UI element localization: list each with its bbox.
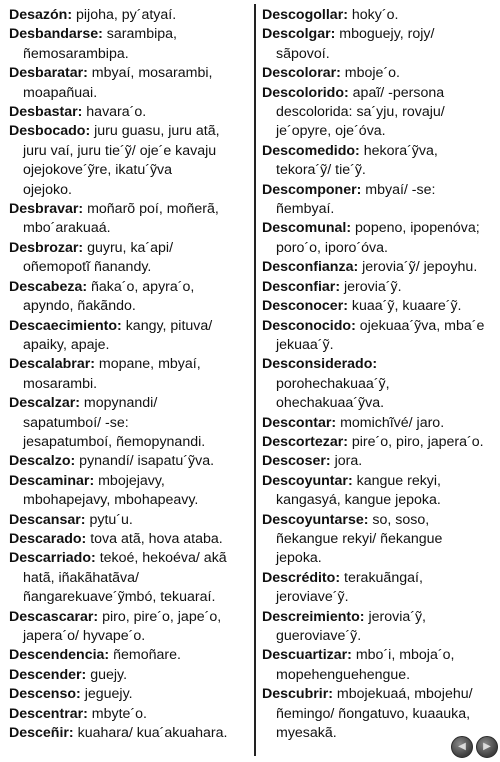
entry-headword: Descontar: bbox=[262, 414, 337, 431]
entry-continuation-line bbox=[262, 627, 496, 646]
entry-definition-text: moapañuai. bbox=[23, 84, 98, 101]
entry-first-line bbox=[262, 219, 496, 238]
dictionary-entry bbox=[262, 472, 496, 511]
entry-definition-text: kangue rekyi, bbox=[352, 472, 441, 489]
entry-first-line bbox=[262, 181, 496, 200]
dictionary-entry bbox=[9, 705, 249, 724]
entry-definition-text: ojejokove´ỹre, ikatu´ỹva bbox=[23, 162, 173, 179]
entry-headword: Descolgar: bbox=[262, 26, 336, 43]
entry-headword: Descascarar: bbox=[9, 608, 99, 625]
entry-continuation-line bbox=[262, 161, 496, 180]
entry-definition-text: kangy, pituva/ bbox=[121, 317, 213, 334]
entry-headword: Descender: bbox=[9, 666, 87, 683]
entry-definition-text: so, soso, bbox=[368, 511, 430, 528]
entry-definition-text: ñaka´o, apyra´o, bbox=[87, 278, 195, 295]
entry-continuation-line bbox=[262, 530, 496, 549]
entry-first-line bbox=[9, 724, 249, 743]
entry-continuation-line bbox=[9, 45, 249, 64]
entry-first-line bbox=[262, 355, 496, 374]
entry-definition-text: tekora´ỹ/ tie´ỹ. bbox=[276, 162, 366, 179]
entry-headword: Desconfianza: bbox=[262, 259, 359, 276]
entry-first-line bbox=[9, 530, 249, 549]
entry-definition-text: popeno, ipopenóva; bbox=[351, 220, 480, 237]
entry-definition-text: hekora´ỹva, bbox=[359, 142, 438, 159]
entry-definition-text: hoky´o. bbox=[347, 7, 399, 23]
dictionary-entry bbox=[262, 219, 496, 258]
entry-headword: Desbrozar: bbox=[9, 239, 84, 256]
dictionary-entry bbox=[9, 511, 249, 530]
dictionary-entry bbox=[9, 239, 249, 278]
dictionary-entry bbox=[262, 355, 496, 413]
entry-definition-text: kangasyá, kangue jepoka. bbox=[276, 492, 441, 509]
entry-headword: Desconfiar: bbox=[262, 278, 341, 295]
entry-definition-text: ñangarekuave´ỹmbó, tekuaraí. bbox=[23, 589, 216, 606]
entry-headword: Descubrir: bbox=[262, 686, 333, 703]
entry-definition-text: jeguejy. bbox=[80, 686, 133, 703]
entry-headword: Desconocido: bbox=[262, 317, 356, 334]
dictionary-entry bbox=[9, 549, 249, 607]
entry-definition-text: apyndo, ñakãndo. bbox=[23, 298, 136, 315]
entry-definition-text: pynandí/ isapatu´ỹva. bbox=[75, 453, 215, 470]
entry-headword: Desbravar: bbox=[9, 201, 84, 218]
entry-headword: Descomponer: bbox=[262, 181, 362, 198]
dictionary-entry bbox=[262, 608, 496, 647]
entry-definition-text: mopynandi/ bbox=[79, 395, 158, 412]
entry-definition-text: mbo´i, mboja´o, bbox=[351, 647, 455, 664]
dictionary-entry bbox=[262, 84, 496, 142]
entry-first-line bbox=[262, 646, 496, 665]
entry-continuation-line bbox=[262, 103, 496, 122]
dictionary-entry bbox=[262, 142, 496, 181]
dictionary-entry bbox=[9, 666, 249, 685]
entry-continuation-line bbox=[9, 84, 249, 103]
page-corner-controls bbox=[451, 736, 498, 758]
entry-first-line bbox=[9, 608, 249, 627]
entry-headword: Descalzo: bbox=[9, 453, 76, 470]
entry-definition-text: ñemoñare. bbox=[109, 647, 181, 664]
entry-first-line bbox=[9, 122, 249, 141]
entry-first-line bbox=[9, 685, 249, 704]
entry-definition-text: havara´o. bbox=[82, 104, 147, 121]
entry-continuation-line bbox=[9, 433, 249, 452]
entry-definition-text: pire´o, piro, japera´o. bbox=[347, 433, 484, 450]
dictionary-entry bbox=[262, 685, 496, 743]
entry-continuation-line bbox=[262, 705, 496, 724]
entry-continuation-line bbox=[262, 588, 496, 607]
dictionary-entry bbox=[262, 452, 496, 471]
entry-definition-text: apaiky, apaje. bbox=[23, 336, 110, 353]
entry-definition-text: tekoé, hekoéva/ akã bbox=[95, 550, 227, 567]
entry-definition-text: oñemopotĩ ñanandy. bbox=[23, 259, 152, 276]
dictionary-entry bbox=[262, 297, 496, 316]
entry-headword: Desbocado: bbox=[9, 123, 91, 140]
entry-continuation-line bbox=[262, 666, 496, 685]
dictionary-entry bbox=[9, 317, 249, 356]
dictionary-entry bbox=[9, 200, 249, 239]
entry-definition-text: descolorida: sa´yju, rovaju/ bbox=[276, 104, 445, 121]
entry-headword: Descreimiento: bbox=[262, 608, 365, 625]
entry-definition-text: guyru, ka´api/ bbox=[83, 239, 174, 256]
entry-continuation-line bbox=[9, 569, 249, 588]
entry-definition-text: momichĩvé/ jaro. bbox=[336, 414, 445, 431]
back-arrow-icon[interactable]: ◀ bbox=[451, 736, 473, 758]
entry-continuation-line bbox=[9, 375, 249, 394]
dictionary-entry bbox=[262, 433, 496, 452]
entry-first-line bbox=[262, 452, 496, 471]
entry-definition-text: sapatumboí/ -se: bbox=[23, 414, 129, 431]
dictionary-entry bbox=[262, 646, 496, 685]
entry-headword: Descortezar: bbox=[262, 433, 348, 450]
entry-continuation-line bbox=[9, 161, 249, 180]
entry-definition-text: juru guasu, juru atã, bbox=[90, 123, 220, 140]
dictionary-entry bbox=[9, 103, 249, 122]
entry-definition-text: ojekuaa´ỹva, mba´e bbox=[355, 317, 485, 334]
entry-definition-text: porohechakuaa´ỹ, bbox=[276, 375, 390, 392]
entry-definition-text: mbo´arakuaá. bbox=[23, 220, 111, 237]
next-arrow-icon[interactable]: ▶ bbox=[476, 736, 498, 758]
dictionary-entry bbox=[262, 569, 496, 608]
entry-first-line bbox=[9, 278, 249, 297]
entry-definition-text: sãpovoí. bbox=[276, 45, 330, 62]
entry-definition-text: je´opyre, oje´óva. bbox=[276, 123, 386, 140]
entry-headword: Desconsiderado: bbox=[262, 356, 378, 373]
entry-headword: Descolorido: bbox=[262, 84, 349, 101]
entry-headword: Descansar: bbox=[9, 511, 86, 528]
entry-definition-text: terakuãngaí, bbox=[340, 569, 423, 586]
entry-headword: Descarado: bbox=[9, 530, 87, 547]
entry-definition-text: poro´o, iporo´óva. bbox=[276, 239, 388, 256]
entry-definition-text: mosarambi. bbox=[23, 375, 98, 392]
dictionary-entry bbox=[262, 6, 496, 25]
left-column bbox=[9, 6, 249, 743]
dictionary-entry bbox=[262, 414, 496, 433]
entry-first-line bbox=[262, 25, 496, 44]
entry-first-line bbox=[9, 25, 249, 44]
entry-definition-text: ojejoko. bbox=[23, 181, 72, 198]
entry-headword: Descomedido: bbox=[262, 142, 360, 159]
entry-first-line bbox=[262, 414, 496, 433]
entry-first-line bbox=[9, 646, 249, 665]
entry-headword: Descarriado: bbox=[9, 550, 96, 567]
entry-definition-text: jerovia´ỹ, bbox=[364, 608, 426, 625]
entry-definition-text: mbojekuaá, mbojehu/ bbox=[332, 686, 473, 703]
entry-definition-text: jepoka. bbox=[276, 550, 322, 567]
entry-headword: Descaminar: bbox=[9, 472, 95, 489]
entry-first-line bbox=[262, 608, 496, 627]
entry-definition-text: kuaa´ỹ, kuaare´ỹ. bbox=[347, 298, 462, 315]
entry-continuation-line bbox=[262, 122, 496, 141]
entry-continuation-line bbox=[9, 414, 249, 433]
entry-continuation-line bbox=[262, 336, 496, 355]
dictionary-entry bbox=[262, 64, 496, 83]
entry-first-line bbox=[9, 103, 249, 122]
entry-continuation-line bbox=[9, 181, 249, 200]
entry-definition-text: piro, pire´o, jape´o, bbox=[98, 608, 222, 625]
dictionary-entry bbox=[262, 278, 496, 297]
entry-definition-text: myesakã. bbox=[276, 725, 337, 742]
entry-definition-text: mbohapejavy, mbohapeavy. bbox=[23, 492, 199, 509]
dictionary-entry bbox=[9, 6, 249, 25]
entry-definition-text: gueroviave´ỹ. bbox=[276, 628, 362, 644]
entry-first-line bbox=[262, 472, 496, 491]
entry-headword: Desbastar: bbox=[9, 104, 83, 121]
entry-continuation-line bbox=[262, 45, 496, 64]
entry-definition-text: mbyaí/ -se: bbox=[361, 181, 436, 198]
entry-first-line bbox=[9, 317, 249, 336]
entry-headword: Descrédito: bbox=[262, 569, 341, 586]
entry-continuation-line bbox=[262, 549, 496, 568]
entry-first-line bbox=[9, 6, 249, 25]
entry-continuation-line bbox=[9, 219, 249, 238]
entry-definition-text: jerovia´ỹ/ jepoyhu. bbox=[358, 259, 478, 276]
entry-headword: Descalzar: bbox=[9, 395, 80, 412]
entry-first-line bbox=[9, 452, 249, 471]
entry-continuation-line bbox=[9, 258, 249, 277]
entry-headword: Descoser: bbox=[262, 453, 331, 470]
entry-continuation-line bbox=[9, 336, 249, 355]
entry-definition-text: pytu´u. bbox=[85, 511, 133, 528]
dictionary-entry bbox=[262, 317, 496, 356]
entry-continuation-line bbox=[262, 375, 496, 394]
entry-continuation-line bbox=[9, 491, 249, 510]
entry-first-line bbox=[9, 394, 249, 413]
entry-definition-text: mboje´o. bbox=[340, 65, 400, 82]
entry-headword: Descendencia: bbox=[9, 647, 110, 664]
column-divider bbox=[254, 4, 256, 756]
entry-definition-text: pijoha, py´atyaí. bbox=[72, 7, 177, 23]
entry-definition-text: jesapatumboí, ñemopynandi. bbox=[23, 433, 206, 450]
dictionary-entry bbox=[9, 452, 249, 471]
entry-definition-text: mopane, mbyaí, bbox=[94, 356, 201, 373]
entry-headword: Descomunal: bbox=[262, 220, 352, 237]
entry-continuation-line bbox=[262, 200, 496, 219]
entry-first-line bbox=[262, 317, 496, 336]
entry-definition-text: ñekangue rekyi/ ñekangue bbox=[276, 530, 443, 547]
entry-first-line bbox=[262, 258, 496, 277]
entry-definition-text: apaĩ/ -persona bbox=[348, 84, 445, 101]
entry-first-line bbox=[9, 355, 249, 374]
entry-definition-text: mbyaí, mosarambi, bbox=[87, 65, 213, 82]
entry-headword: Descuartizar: bbox=[262, 647, 352, 664]
entry-headword: Descentrar: bbox=[9, 705, 88, 722]
entry-definition-text: jora. bbox=[330, 453, 363, 470]
dictionary-entry bbox=[9, 355, 249, 394]
entry-first-line bbox=[9, 239, 249, 258]
entry-definition-text: guejy. bbox=[86, 666, 128, 683]
entry-continuation-line bbox=[9, 297, 249, 316]
dictionary-entry bbox=[262, 511, 496, 569]
entry-headword: Descoyuntar: bbox=[262, 472, 353, 489]
dictionary-entry bbox=[9, 64, 249, 103]
entry-definition-text: jeroviave´ỹ. bbox=[276, 589, 349, 606]
dictionary-entry bbox=[9, 608, 249, 647]
entry-headword: Desbandarse: bbox=[9, 26, 103, 43]
entry-definition-text: mbojejavy, bbox=[94, 472, 165, 489]
entry-first-line bbox=[9, 472, 249, 491]
entry-continuation-line bbox=[9, 627, 249, 646]
entry-headword: Descogollar: bbox=[262, 7, 348, 23]
entry-first-line bbox=[262, 64, 496, 83]
entry-definition-text: mbyte´o. bbox=[87, 705, 147, 722]
entry-definition-text: juru vaí, juru tie´ỹ/ oje´e kavaju bbox=[23, 142, 217, 159]
entry-definition-text: hatã, iñakãhatãva/ bbox=[23, 569, 139, 586]
entry-first-line bbox=[262, 6, 496, 25]
entry-definition-text: jerovia´ỹ. bbox=[340, 278, 402, 295]
entry-continuation-line bbox=[262, 491, 496, 510]
entry-continuation-line bbox=[262, 394, 496, 413]
entry-first-line bbox=[9, 64, 249, 83]
entry-first-line bbox=[262, 511, 496, 530]
entry-headword: Desceñir: bbox=[9, 725, 74, 742]
entry-first-line bbox=[9, 705, 249, 724]
dictionary-entry bbox=[9, 122, 249, 200]
entry-headword: Descolorar: bbox=[262, 65, 341, 82]
entry-definition-text: ñemosarambipa. bbox=[23, 45, 129, 62]
entry-definition-text: kuahara/ kua´akuahara. bbox=[73, 725, 228, 742]
dictionary-entry bbox=[262, 258, 496, 277]
entry-first-line bbox=[9, 549, 249, 568]
dictionary-entry bbox=[9, 472, 249, 511]
entry-headword: Desconocer: bbox=[262, 298, 348, 315]
entry-definition-text: ñembyaí. bbox=[276, 201, 335, 218]
dictionary-entry bbox=[9, 724, 249, 743]
entry-first-line bbox=[262, 569, 496, 588]
entry-first-line bbox=[262, 278, 496, 297]
entry-definition-text: ohechakuaa´ỹva. bbox=[276, 395, 385, 412]
entry-continuation-line bbox=[9, 142, 249, 161]
entry-definition-text: ñemingo/ ñongatuvo, kuaauka, bbox=[276, 705, 471, 722]
dictionary-entry bbox=[9, 394, 249, 452]
entry-definition-text: moñarõ poí, moñerã, bbox=[83, 201, 219, 218]
entry-first-line bbox=[262, 142, 496, 161]
entry-headword: Descoyuntarse: bbox=[262, 511, 369, 528]
entry-definition-text: mboguejy, rojy/ bbox=[335, 26, 435, 43]
entry-first-line bbox=[9, 666, 249, 685]
entry-first-line bbox=[9, 200, 249, 219]
entry-continuation-line bbox=[9, 588, 249, 607]
right-column bbox=[262, 6, 496, 743]
entry-definition-text: japera´o/ hyvape´o. bbox=[23, 628, 146, 644]
entry-headword: Descaecimiento: bbox=[9, 317, 122, 334]
entry-headword: Descenso: bbox=[9, 686, 81, 703]
entry-definition-text: mopehenguehengue. bbox=[276, 666, 411, 683]
dictionary-entry bbox=[9, 646, 249, 665]
dictionary-entry bbox=[262, 25, 496, 64]
entry-continuation-line bbox=[262, 239, 496, 258]
entry-first-line bbox=[262, 297, 496, 316]
entry-first-line bbox=[262, 685, 496, 704]
entry-headword: Desbaratar: bbox=[9, 65, 88, 82]
entry-definition-text: jekuaa´ỹ. bbox=[276, 336, 334, 353]
dictionary-entry bbox=[9, 25, 249, 64]
dictionary-entry bbox=[9, 685, 249, 704]
dictionary-entry bbox=[9, 530, 249, 549]
entry-first-line bbox=[262, 433, 496, 452]
entry-headword: Descalabrar: bbox=[9, 356, 95, 373]
entry-first-line bbox=[9, 511, 249, 530]
entry-headword: Descabeza: bbox=[9, 278, 88, 295]
entry-definition-text: tova atã, hova ataba. bbox=[86, 530, 223, 547]
dictionary-entry bbox=[262, 181, 496, 220]
entry-first-line bbox=[262, 84, 496, 103]
dictionary-entry bbox=[9, 278, 249, 317]
entry-headword: Desazón: bbox=[9, 7, 73, 23]
entry-definition-text: sarambipa, bbox=[102, 26, 177, 43]
